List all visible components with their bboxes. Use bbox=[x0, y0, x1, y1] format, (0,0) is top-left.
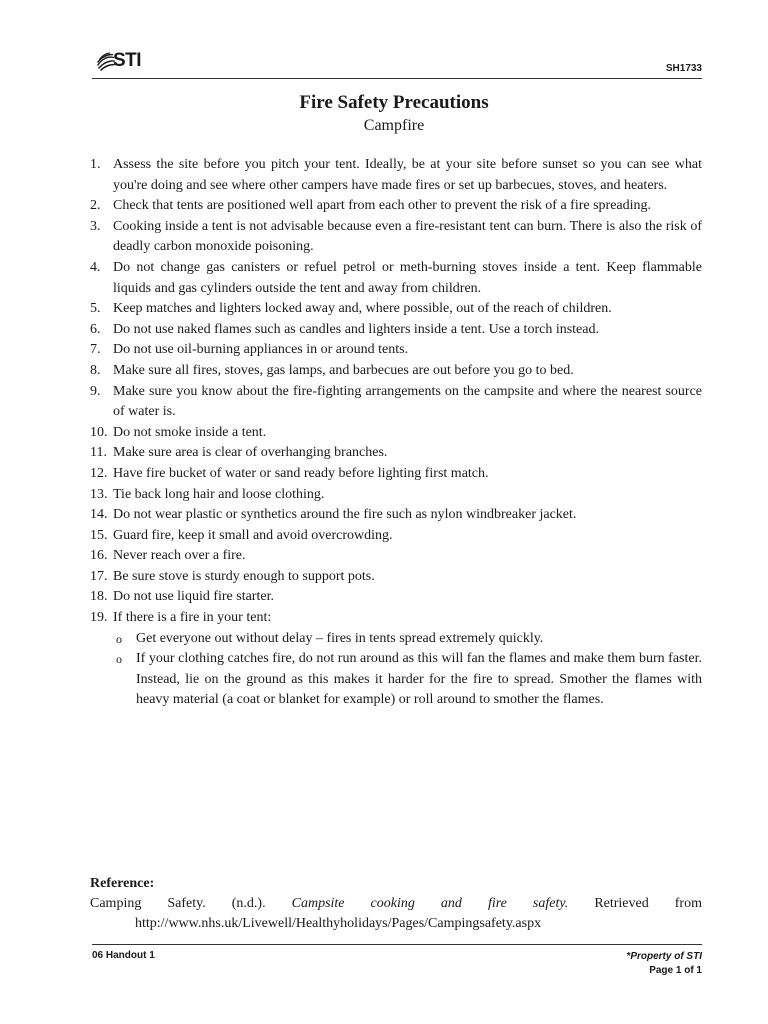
page-title: Fire Safety Precautions bbox=[299, 92, 489, 113]
item-number: 1. bbox=[90, 157, 101, 172]
list-item bbox=[90, 526, 702, 547]
item-number: 19. bbox=[90, 610, 108, 626]
item-text: Have fire bucket of water or sand ready before lighting first match. bbox=[113, 465, 489, 481]
ref-title-word: fire bbox=[487, 896, 507, 911]
item-text: Never reach over a fire. bbox=[113, 548, 246, 564]
page-subtitle: Campfire bbox=[363, 117, 425, 134]
ref-word: Safety. bbox=[167, 896, 206, 911]
bullet-icon: o bbox=[116, 631, 122, 646]
item-number: 17. bbox=[90, 568, 108, 584]
item-number: 16. bbox=[90, 548, 108, 564]
document-code: SH1733 bbox=[665, 63, 702, 74]
reference-url: http://www.nhs.uk/Livewell/Healthyholidays/Pages/Campingsafety.aspx bbox=[135, 916, 542, 931]
item-number: 4. bbox=[90, 259, 101, 275]
item-number: 7. bbox=[90, 342, 101, 358]
logo-wordmark: STI bbox=[113, 50, 142, 71]
footer-right bbox=[626, 950, 702, 978]
item-text: Cooking inside a tent is not advisable because even a fire-resistant tent can burn. There is also the risk of deadly carbon monoxide poisoning. bbox=[113, 218, 702, 255]
item-text: Make sure you know about the fire-fighting arrangements on the campsite and where the nearest source of water is. bbox=[113, 383, 702, 420]
page-number: Page 1 of 1 bbox=[649, 965, 702, 976]
ref-title-word: and bbox=[440, 896, 462, 911]
sub-list-item bbox=[113, 649, 702, 711]
item-text: If there is a fire in your tent: bbox=[113, 610, 272, 626]
item-number: 3. bbox=[90, 218, 101, 234]
item-text: Assess the site before you pitch your tent. Ideally, be at your site before sunset so you can see what you're doing and see where other campers have made fires or set up barbecues, stoves, and heaters. bbox=[113, 157, 702, 193]
list-item bbox=[90, 608, 702, 711]
list-item bbox=[90, 155, 702, 196]
page-header bbox=[92, 48, 702, 78]
item-number: 2. bbox=[90, 198, 101, 214]
item-number: 8. bbox=[90, 362, 101, 378]
item-text: Keep matches and lighters locked away and, where possible, out of the reach of children. bbox=[113, 301, 612, 317]
header-rule bbox=[92, 78, 702, 79]
list-item bbox=[90, 567, 702, 588]
item-text: Make sure all fires, stoves, gas lamps, and barbecues are out before you go to bed. bbox=[113, 362, 574, 378]
list-item bbox=[90, 443, 702, 464]
property-notice: *Property of STI bbox=[626, 951, 702, 962]
item-text: Make sure area is clear of overhanging branches. bbox=[113, 445, 388, 461]
item-number: 15. bbox=[90, 527, 108, 543]
list-item bbox=[90, 485, 702, 506]
ref-word: (n.d.). bbox=[231, 896, 266, 911]
item-number: 13. bbox=[90, 486, 108, 502]
item-text: Do not use liquid fire starter. bbox=[113, 589, 274, 605]
item-number: 9. bbox=[90, 383, 101, 399]
list-item bbox=[90, 361, 702, 382]
item-number: 6. bbox=[90, 321, 101, 337]
ref-word: from bbox=[674, 896, 702, 911]
item-text: Do not use oil-burning appliances in or around tents. bbox=[113, 342, 409, 358]
list-item bbox=[90, 382, 702, 423]
list-item bbox=[90, 340, 702, 361]
list-item bbox=[90, 320, 702, 341]
item-number: 11. bbox=[90, 445, 107, 461]
item-text: Guard fire, keep it small and avoid overcrowding. bbox=[113, 527, 393, 543]
item-text: Do not use naked flames such as candles and lighters inside a tent. Use a torch instead. bbox=[113, 321, 599, 337]
ref-title-word: Campsite bbox=[291, 896, 345, 911]
list-item bbox=[90, 423, 702, 444]
sub-item-text: If your clothing catches fire, do not run around as this will fan the flames and make them burn faster. Instead, lie on the ground as this makes it harder for the fire to spread. Smother the flames with heavy material (a coat or blanket for example) or roll around to smother the flames. bbox=[136, 651, 702, 708]
item-text: Do not smoke inside a tent. bbox=[113, 424, 267, 440]
list-item bbox=[90, 196, 702, 217]
item-text: Do not change gas canisters or refuel petrol or meth-burning stoves inside a tent. Keep flammable liquids and gas cylinders outside the tent and away from children. bbox=[113, 259, 702, 296]
list-item bbox=[90, 217, 702, 258]
list-item bbox=[90, 258, 702, 299]
reference-heading: Reference: bbox=[90, 876, 155, 891]
ref-title-word: cooking bbox=[370, 896, 415, 911]
ref-title-word: safety. bbox=[532, 896, 569, 911]
item-number: 10. bbox=[90, 424, 108, 440]
reference-citation bbox=[90, 894, 702, 934]
item-text: Tie back long hair and loose clothing. bbox=[113, 486, 325, 502]
list-item bbox=[90, 299, 702, 320]
item-text: Do not wear plastic or synthetics around the fire such as nylon windbreaker jacket. bbox=[113, 507, 577, 523]
ref-word: Camping bbox=[90, 896, 142, 911]
item-number: 12. bbox=[90, 465, 108, 481]
sub-item-text: Get everyone out without delay – fires in tents spread extremely quickly. bbox=[136, 630, 544, 646]
list-item bbox=[90, 546, 702, 567]
item-text: Be sure stove is sturdy enough to support pots. bbox=[113, 568, 375, 584]
item-number: 18. bbox=[90, 589, 108, 605]
list-item bbox=[90, 587, 702, 608]
item-number: 14. bbox=[90, 507, 108, 523]
item-number: 5. bbox=[90, 301, 101, 317]
footer-rule bbox=[92, 944, 702, 945]
item-text: Check that tents are positioned well apart from each other to prevent the risk of a fire spreading. bbox=[113, 198, 652, 214]
bullet-icon: o bbox=[116, 652, 122, 667]
sti-logo bbox=[94, 50, 141, 72]
list-item bbox=[90, 505, 702, 526]
sub-list-item bbox=[113, 629, 702, 650]
precautions-list bbox=[90, 155, 702, 711]
handout-label: 06 Handout 1 bbox=[92, 950, 155, 961]
fire-in-tent-sublist bbox=[113, 629, 702, 711]
ref-word: Retrieved bbox=[594, 896, 649, 911]
list-item bbox=[90, 464, 702, 485]
